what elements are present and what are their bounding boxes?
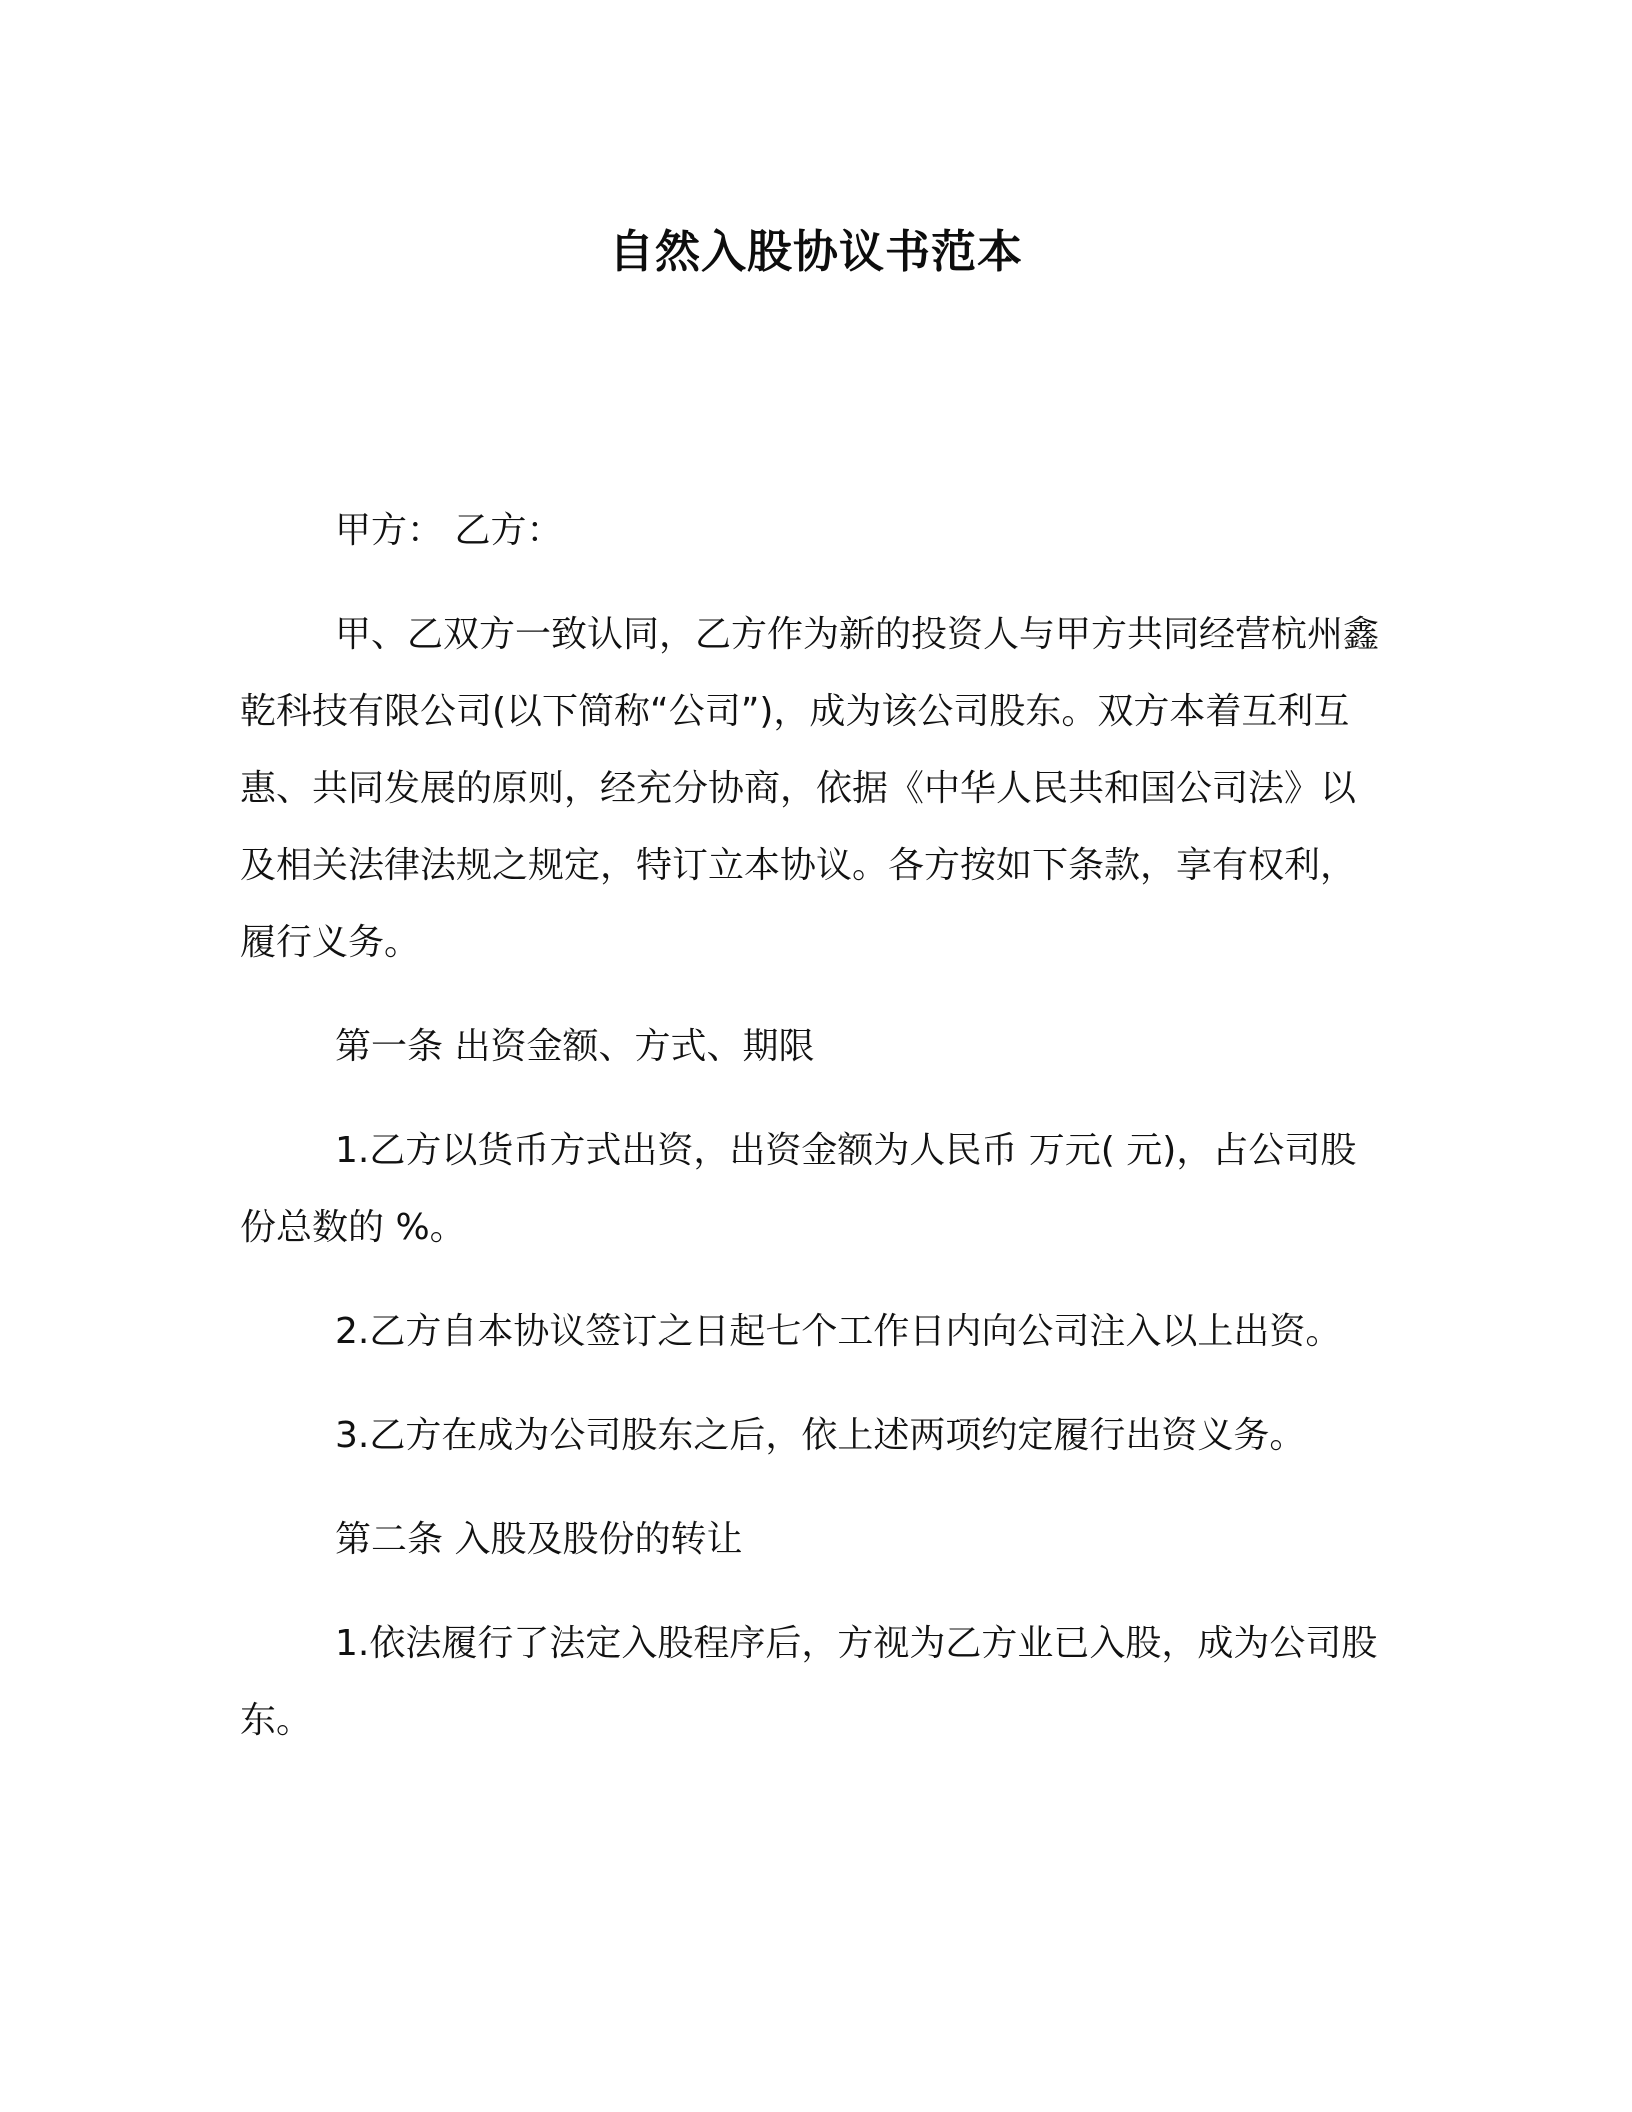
article-1-heading: 第一条 出资金额、方式、期限 xyxy=(335,1026,815,1067)
article-1-clause-1: 1.乙方以货币方式出资，出资金额为人民币 万元( 元)，占公司股份总数的 %。 xyxy=(240,1130,1357,1248)
preamble-paragraph: 甲、乙双方一致认同，乙方作为新的投资人与甲方共同经营杭州鑫乾科技有限公司(以下简称“公司”)，成为该公司股东。双方本着互利互惠、共同发展的原则，经充分协商，依据《中华人民共和国公司法》以及相关法律法规之规定，特订立本协议。各方按如下条款，享有权利，履行义务。 xyxy=(240,614,1380,963)
article-2-heading: 第二条 入股及股份的转让 xyxy=(335,1519,743,1560)
article-2-clause-1: 1.依法履行了法定入股程序后，方视为乙方业已入股，成为公司股东。 xyxy=(240,1623,1378,1741)
document-title: 自然入股协议书范本 xyxy=(608,225,1023,278)
article-1-clause-2: 2.乙方自本协议签订之日起七个工作日内向公司注入以上出资。 xyxy=(335,1311,1342,1352)
parties-line: 甲方： 乙方： xyxy=(335,510,563,551)
document-body xyxy=(240,492,1390,1786)
article-1-clause-3: 3.乙方在成为公司股东之后，依上述两项约定履行出资义务。 xyxy=(335,1415,1306,1456)
